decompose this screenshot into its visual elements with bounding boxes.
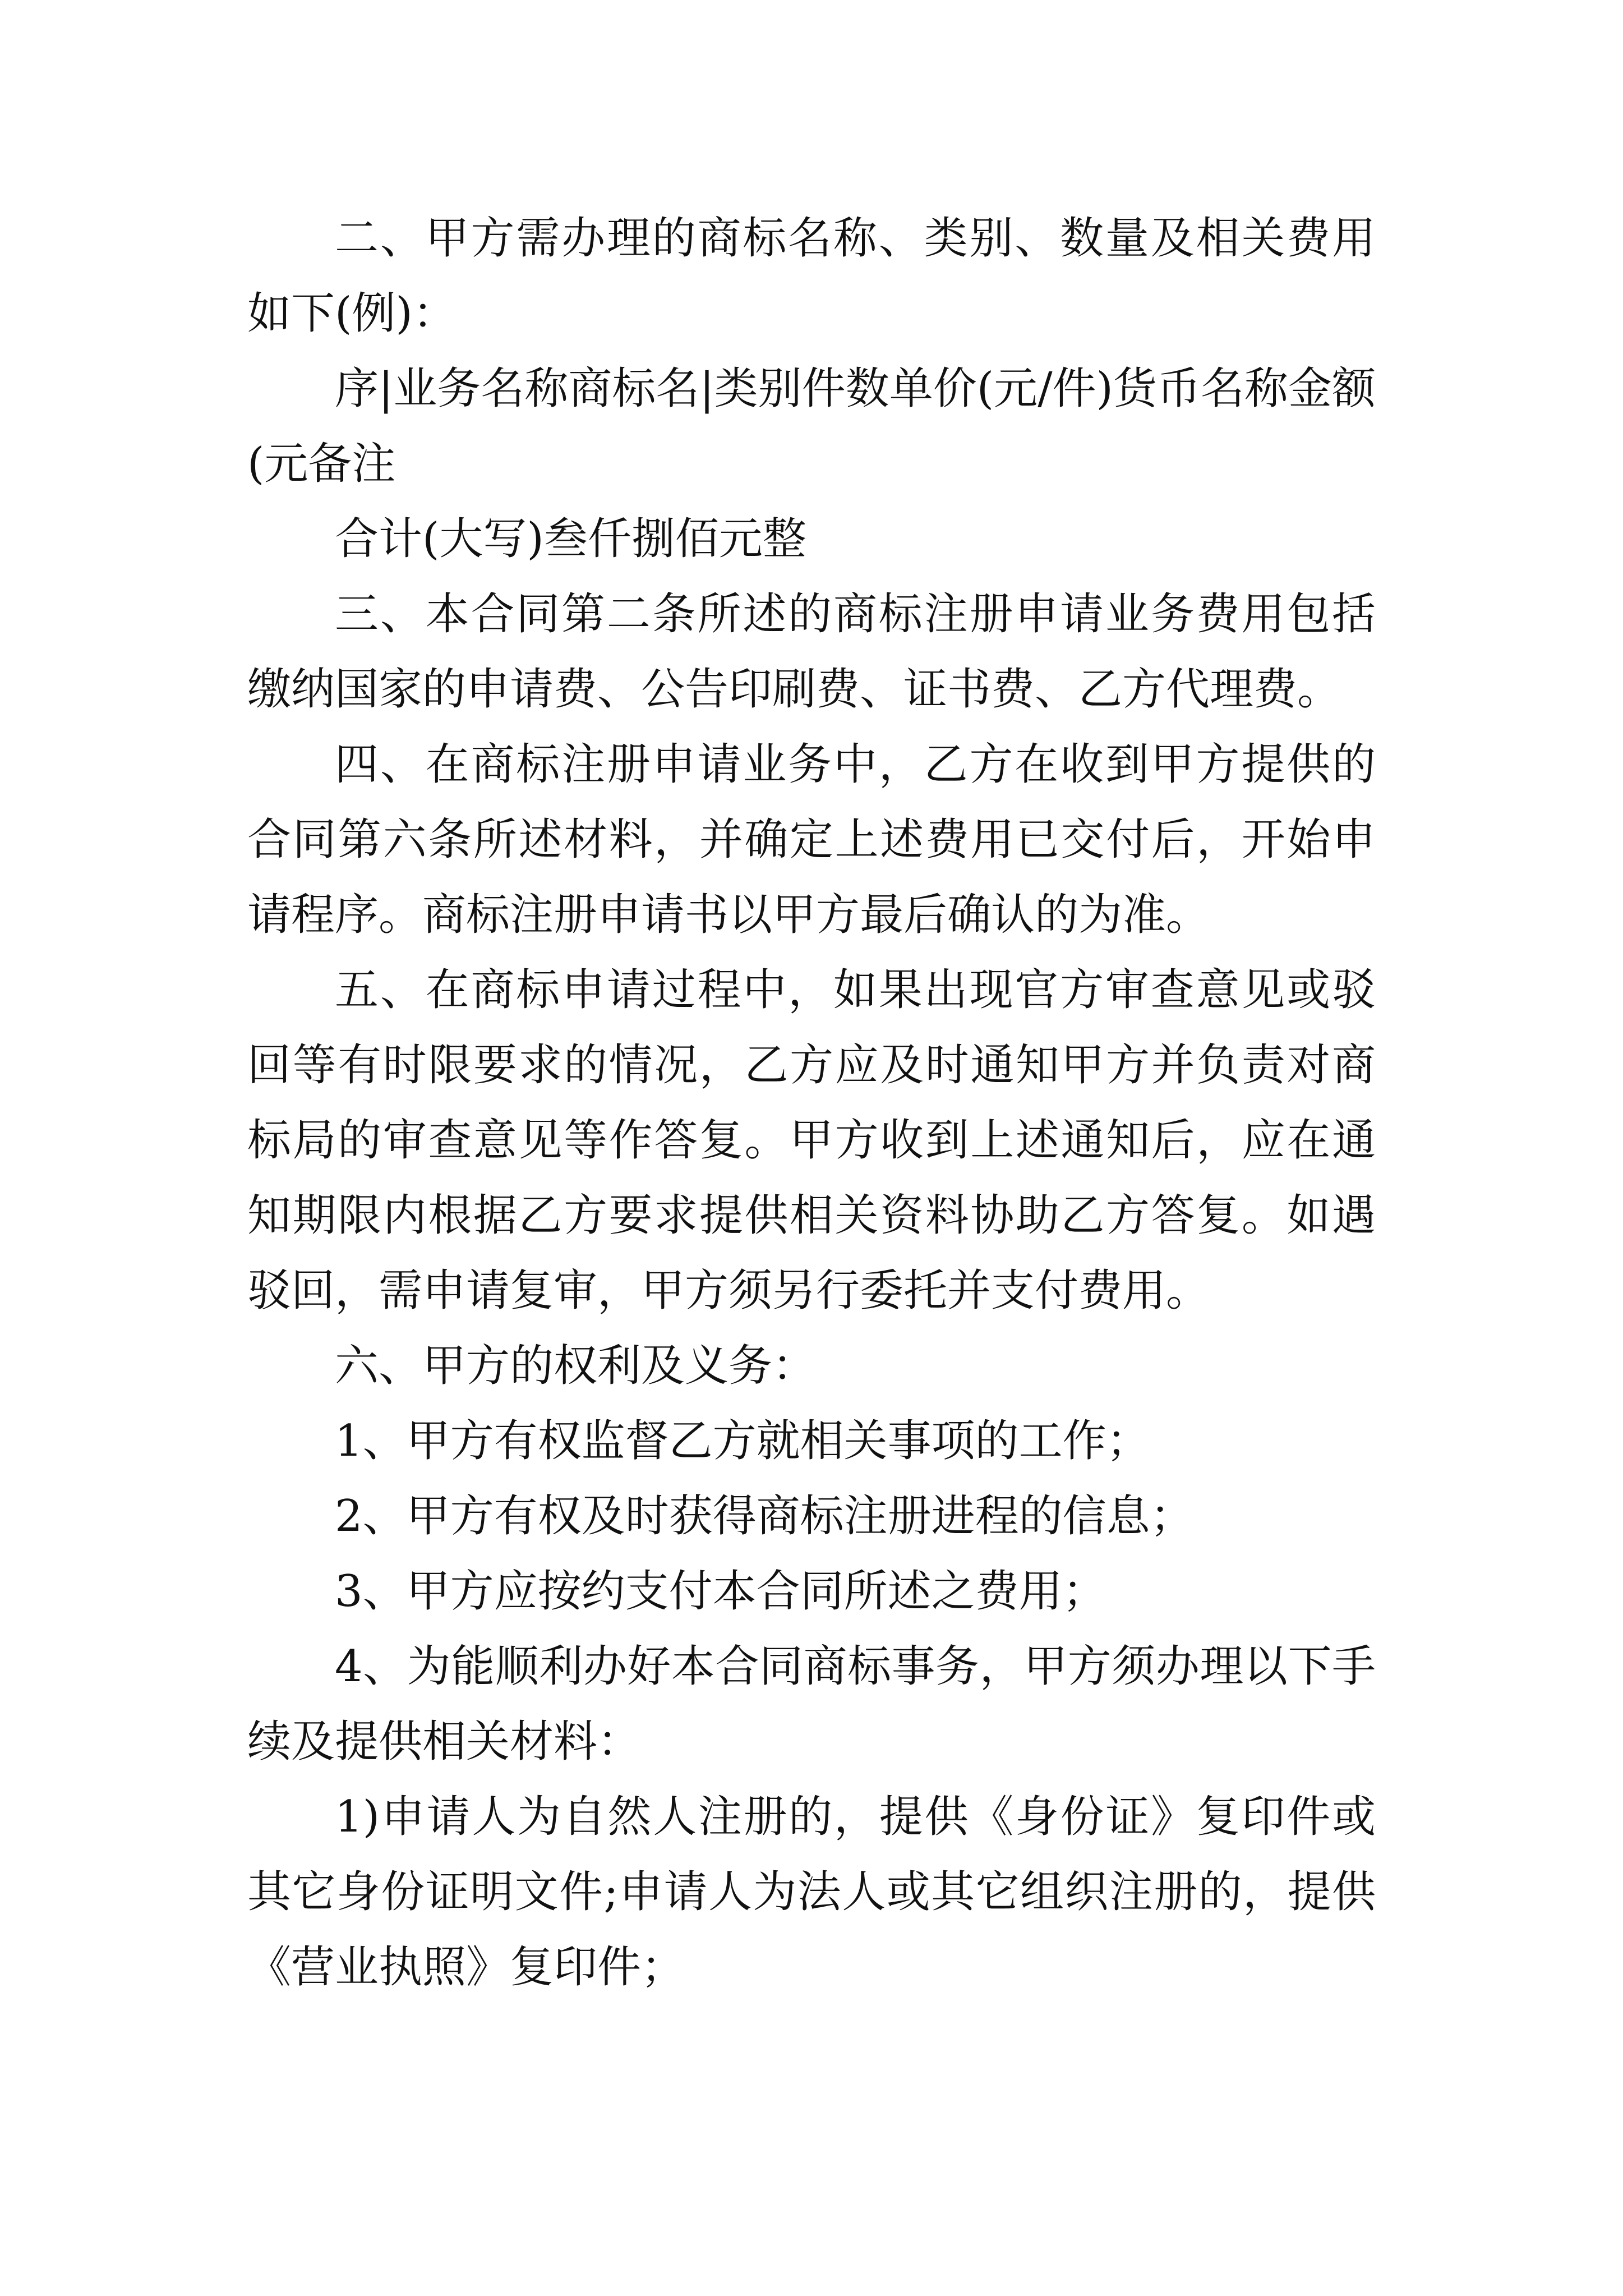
paragraph-clause-five: 五、在商标申请过程中，如果出现官方审查意见或驳回等有时限要求的情况，乙方应及时通知甲方并负责对商标局的审查意见等作答复。甲方收到上述通知后，应在通知期限内根据乙方要求提供相关资料协助乙方答复。如遇驳回，需申请复审，甲方须另行委托并支付费用。: [247, 965, 1376, 1316]
paragraph-clause-six-heading: 六、甲方的权利及义务：: [335, 1341, 817, 1391]
paragraph-clause-three: 三、本合同第二条所述的商标注册申请业务费用包括缴纳国家的申请费、公告印刷费、证书费、乙方代理费。: [247, 589, 1376, 715]
list-subitem-identity-documents: 1)申请人为自然人注册的，提供《身份证》复印件或其它身份证明文件;申请人为法人或其它组织注册的，提供《营业执照》复印件；: [247, 1792, 1376, 1993]
list-item-duty-materials: 4、为能顺利办好本合同商标事务，甲方须办理以下手续及提供相关材料：: [247, 1641, 1376, 1767]
list-item-right-information: 2、甲方有权及时获得商标注册进程的信息；: [335, 1491, 1194, 1542]
paragraph-clause-four: 四、在商标注册申请业务中，乙方在收到甲方提供的合同第六条所述材料，并确定上述费用已交付后，开始申请程序。商标注册申请书以甲方最后确认的为准。: [247, 739, 1376, 940]
paragraph-fee-table-header: 序|业务名称商标名|类别件数单价(元/件)货币名称金额(元备注: [247, 364, 1376, 489]
list-item-right-supervise: 1、甲方有权监督乙方就相关事项的工作；: [335, 1416, 1150, 1466]
contract-body: [247, 201, 1376, 2005]
paragraph-total-amount: 合计(大写)叁仟捌佰元整: [335, 514, 806, 564]
paragraph-fee-list-intro: 二、甲方需办理的商标名称、类别、数量及相关费用如下(例)：: [247, 213, 1376, 339]
list-item-duty-payment: 3、甲方应按约支付本合同所述之费用；: [335, 1566, 1106, 1617]
